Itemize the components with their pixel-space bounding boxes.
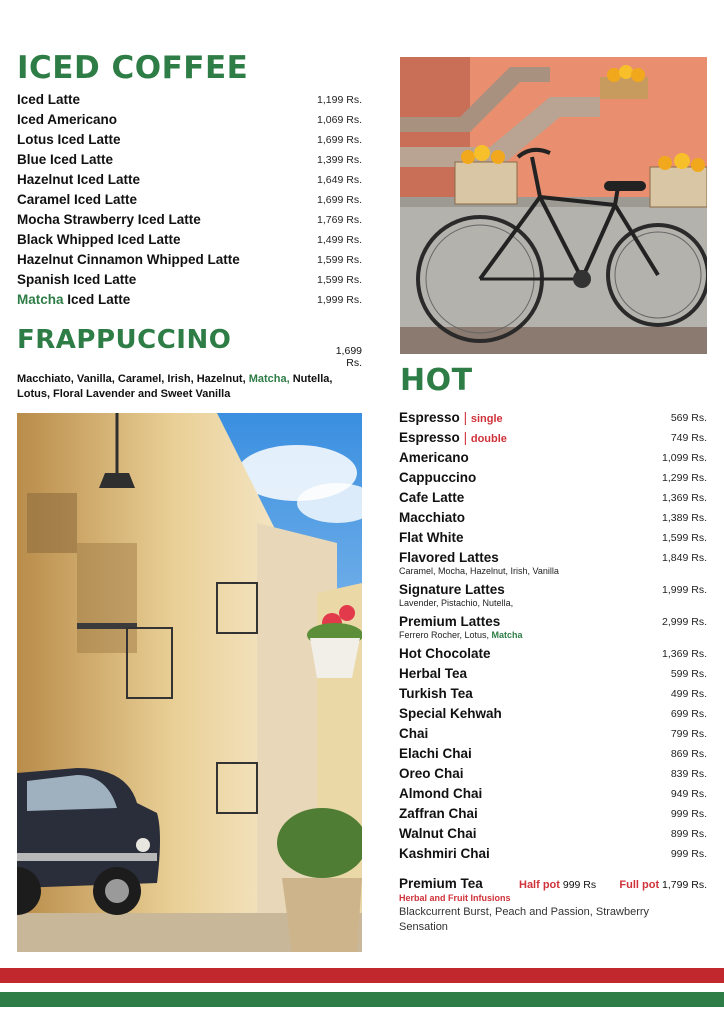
item-price: 569 Rs. — [670, 412, 707, 424]
item-name — [399, 430, 507, 445]
item-price: 839 Rs. — [670, 768, 707, 780]
item-price: 869 Rs. — [670, 748, 707, 760]
flavors-part: Macchiato, Vanilla, Caramel, Irish, Hazelnut, — [17, 373, 249, 385]
item-name: Black Whipped Iced Latte — [17, 232, 181, 247]
item-name: Flat White — [399, 530, 464, 545]
premium-tea-flavors: Blackcurrent Burst, Peach and Passion, Strawberry Sensation — [399, 906, 650, 933]
item-price: 1,999 Rs. — [662, 584, 707, 596]
item-name — [17, 292, 130, 307]
item-price: 1,399 Rs. — [317, 154, 362, 166]
menu-item — [17, 92, 362, 112]
item-name: Walnut Chai — [399, 826, 477, 841]
item-price: 1,769 Rs. — [317, 214, 362, 226]
item-price: 1,389 Rs. — [662, 512, 707, 524]
item-name: Signature Lattes — [399, 582, 505, 597]
hot-title: HOT — [400, 363, 473, 398]
item-price: 1,599 Rs. — [662, 532, 707, 544]
red-stripe — [0, 968, 724, 983]
item-name: Turkish Tea — [399, 686, 473, 701]
matcha-highlight: Matcha, — [248, 373, 290, 385]
espresso-name: Espresso — [399, 430, 460, 445]
frappuccino-flavors — [17, 372, 367, 402]
item-name: Iced Americano — [17, 112, 118, 127]
item-name: Lotus Iced Latte — [17, 132, 121, 147]
flavors-part: Nutella, Lotus, Floral Lavender and Sweet Vanilla — [17, 373, 333, 400]
item-price: 749 Rs. — [670, 432, 707, 444]
item-description: Caramel, Mocha, Hazelnut, Irish, Vanilla — [399, 566, 559, 576]
full-pot-label: Full pot — [619, 879, 660, 891]
item-price: 1,199 Rs. — [317, 94, 362, 106]
iced-coffee-title: ICED COFFEE — [17, 50, 249, 86]
menu-item — [17, 172, 362, 192]
espresso-name: Espresso — [399, 410, 460, 425]
item-price: 1,369 Rs. — [662, 648, 707, 660]
menu-item — [17, 252, 362, 272]
item-price: 899 Rs. — [670, 828, 707, 840]
item-price: 1,649 Rs. — [317, 174, 362, 186]
variant-single: single — [470, 413, 503, 425]
premium-tea-subtitle: Herbal and Fruit Infusions — [399, 893, 511, 903]
item-name: Premium Lattes — [399, 614, 501, 629]
variant-double: double — [470, 433, 507, 445]
menu-item — [17, 152, 362, 172]
item-name: Americano — [399, 450, 469, 465]
item-name: Mocha Strawberry Iced Latte — [17, 212, 201, 227]
item-price: 799 Rs. — [670, 728, 707, 740]
frappuccino-title: FRAPPUCCINO — [17, 325, 232, 355]
item-price: 1,999 Rs. — [317, 294, 362, 306]
item-name: Cappuccino — [399, 470, 477, 485]
premium-tea-block — [399, 876, 707, 936]
menu-item — [17, 212, 362, 232]
item-name: Chai — [399, 726, 429, 741]
matcha-highlight: Matcha — [491, 630, 523, 640]
item-price: 999 Rs. — [670, 848, 707, 860]
frappuccino-price: 1,699 Rs. — [335, 345, 362, 369]
item-name: Spanish Iced Latte — [17, 272, 137, 287]
description-part: Ferrero Rocher, Lotus, — [399, 630, 492, 640]
item-price: 699 Rs. — [670, 708, 707, 720]
item-price: 999 Rs. — [670, 808, 707, 820]
separator: | — [463, 410, 468, 425]
menu-item — [17, 132, 362, 152]
item-name: Special Kehwah — [399, 706, 502, 721]
item-price: 1,599 Rs. — [317, 274, 362, 286]
item-name: Zaffran Chai — [399, 806, 478, 821]
item-name: Flavored Lattes — [399, 550, 499, 565]
item-name: Cafe Latte — [399, 490, 465, 505]
item-name: Blue Iced Latte — [17, 152, 114, 167]
item-description — [399, 630, 523, 640]
item-name: Almond Chai — [399, 786, 483, 801]
iced-coffee-list — [17, 92, 362, 312]
half-pot-label: Half pot — [519, 879, 560, 891]
item-name: Macchiato — [399, 510, 466, 525]
menu-item — [17, 232, 362, 252]
menu-item — [17, 272, 362, 292]
bicycle-photo — [400, 57, 707, 354]
premium-tea-name: Premium Tea — [399, 876, 483, 891]
item-price: 949 Rs. — [670, 788, 707, 800]
half-pot-value: 999 Rs — [562, 879, 597, 891]
item-price: 499 Rs. — [670, 688, 707, 700]
item-name: Elachi Chai — [399, 746, 472, 761]
item-price: 1,299 Rs. — [662, 472, 707, 484]
item-price: 2,999 Rs. — [662, 616, 707, 628]
menu-item — [17, 192, 362, 212]
item-price: 1,099 Rs. — [662, 452, 707, 464]
item-description: Lavender, Pistachio, Nutella, — [399, 598, 514, 608]
item-name: Hazelnut Cinnamon Whipped Latte — [17, 252, 240, 267]
item-name: Herbal Tea — [399, 666, 468, 681]
item-price: 1,699 Rs. — [317, 134, 362, 146]
street-car-photo — [17, 413, 362, 952]
item-name: Caramel Iced Latte — [17, 192, 138, 207]
item-name: Iced Latte — [17, 92, 81, 107]
item-name: Hot Chocolate — [399, 646, 491, 661]
item-price: 599 Rs. — [670, 668, 707, 680]
item-name-rest: Iced Latte — [63, 292, 131, 307]
item-price: 1,599 Rs. — [317, 254, 362, 266]
item-price: 1,699 Rs. — [317, 194, 362, 206]
matcha-highlight: Matcha — [17, 292, 64, 307]
green-stripe — [0, 992, 724, 1007]
item-price: 1,369 Rs. — [662, 492, 707, 504]
white-stripe — [0, 983, 724, 992]
item-name: Oreo Chai — [399, 766, 464, 781]
full-pot-value: 1,799 Rs. — [662, 879, 707, 891]
separator: | — [463, 430, 468, 445]
item-name — [399, 410, 503, 425]
item-price: 1,499 Rs. — [317, 234, 362, 246]
full-pot-price — [619, 879, 707, 891]
item-name: Hazelnut Iced Latte — [17, 172, 141, 187]
half-pot-price — [519, 879, 596, 891]
item-price: 1,849 Rs. — [662, 552, 707, 564]
item-name: Kashmiri Chai — [399, 846, 490, 861]
item-price: 1,069 Rs. — [317, 114, 362, 126]
menu-item — [17, 292, 362, 312]
menu-item — [17, 112, 362, 132]
